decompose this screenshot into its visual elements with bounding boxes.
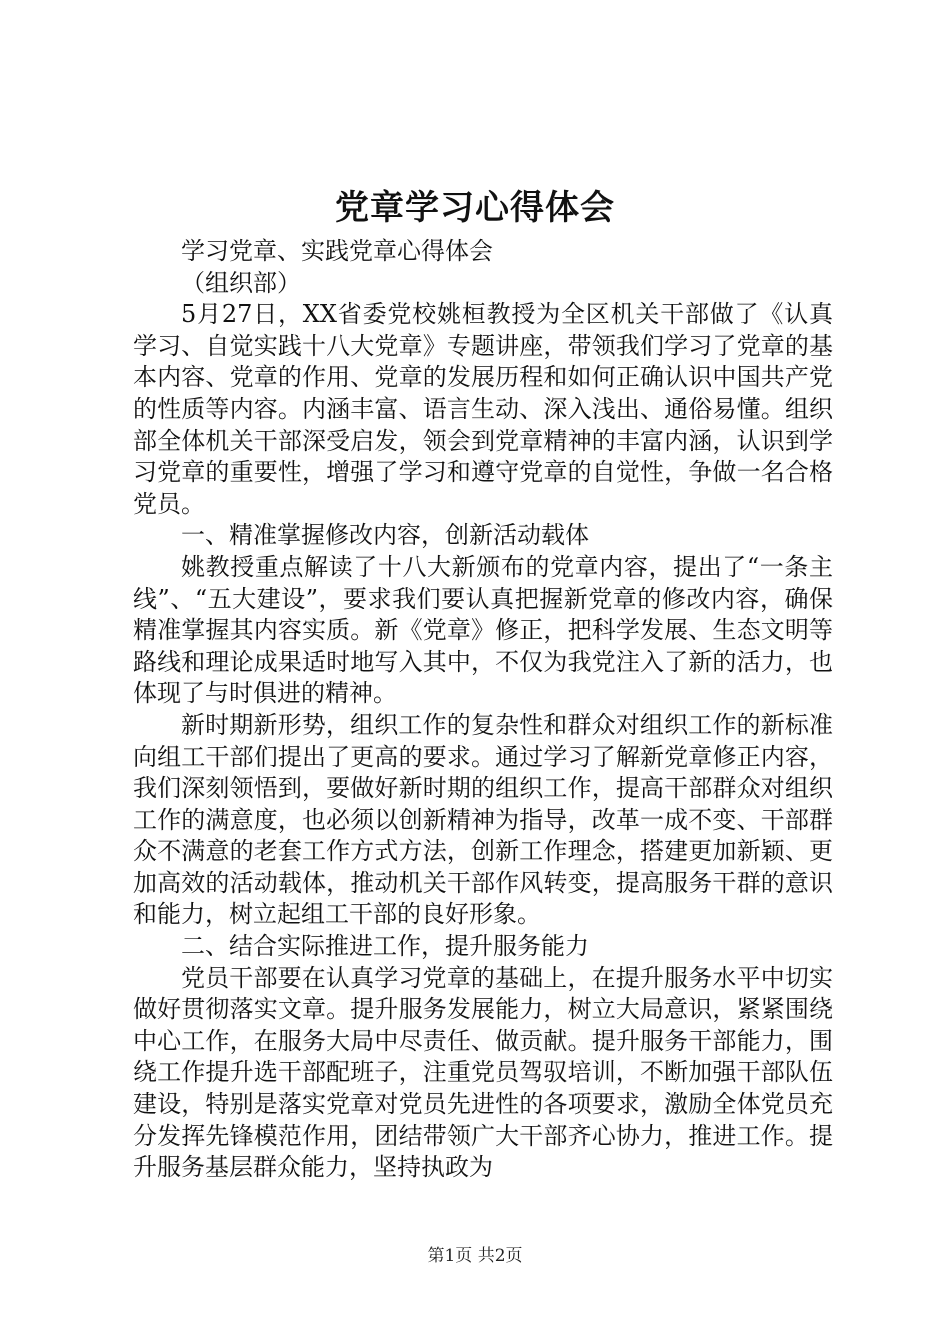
section-heading-1: 一、精准掌握修改内容，创新活动载体 xyxy=(181,521,589,550)
body-paragraph: 姚教授重点解读了十八大新颁布的党章内容，提出了“一条主线”、“五大建设”，要求我们要认真把握新党章的修改内容，确保精准掌握其内容实质。新《党章》修正，把科学发展、生态文明等路线和理论成果适时地写入其中，不仅为我党注入了新的活力，也体现了与时俱进的精神。 xyxy=(133,552,833,708)
page-number-footer: 第1页 共2页 xyxy=(427,1246,523,1266)
department-paragraph: （组织部） xyxy=(181,268,301,297)
body-paragraph: 党员干部要在认真学习党章的基础上，在提升服务水平中切实做好贯彻落实文章。提升服务发展能力，树立大局意识，紧紧围绕中心工作，在服务大局中尽责任、做贡献。提升服务干部能力，围绕工作提升选干部配班子，注重党员驾驭培训，不断加强干部队伍建设，特别是落实党章对党员先进性的各项要求，激励全体党员充分发挥先锋模范作用，团结带领广大干部齐心协力，推进工作。提升服务基层群众能力，坚持执政为 xyxy=(133,963,833,1182)
intro-paragraph: 5月27日，XX省委党校姚桓教授为全区机关干部做了《认真学习、自觉实践十八大党章》专题讲座，带领我们学习了党章的基本内容、党章的作用、党章的发展历程和如何正确认识中国共产党的性质等内容。内涵丰富、语言生动、深入浅出、通俗易懂。组织部全体机关干部深受启发，领会到党章精神的丰富内涵，认识到学习党章的重要性，增强了学习和遵守党章的自觉性，争做一名合格党员。 xyxy=(133,300,833,518)
document-body xyxy=(133,236,833,1184)
document-title: 党章学习心得体会 xyxy=(335,188,615,228)
subtitle-paragraph: 学习党章、实践党章心得体会 xyxy=(181,237,493,265)
section-heading-2: 二、结合实际推进工作，提升服务能力 xyxy=(181,932,589,961)
body-paragraph: 新时期新形势，组织工作的复杂性和群众对组织工作的新标准向组工干部们提出了更高的要求。通过学习了解新党章修正内容，我们深刻领悟到，要做好新时期的组织工作，提高干部群众对组织工作的满意度，也必须以创新精神为指导，改革一成不变、干部群众不满意的老套工作方式方法，创新工作理念，搭建更加新颖、更加高效的活动载体，推动机关干部作风转变，提高服务干群的意识和能力，树立起组工干部的良好形象。 xyxy=(133,710,833,929)
